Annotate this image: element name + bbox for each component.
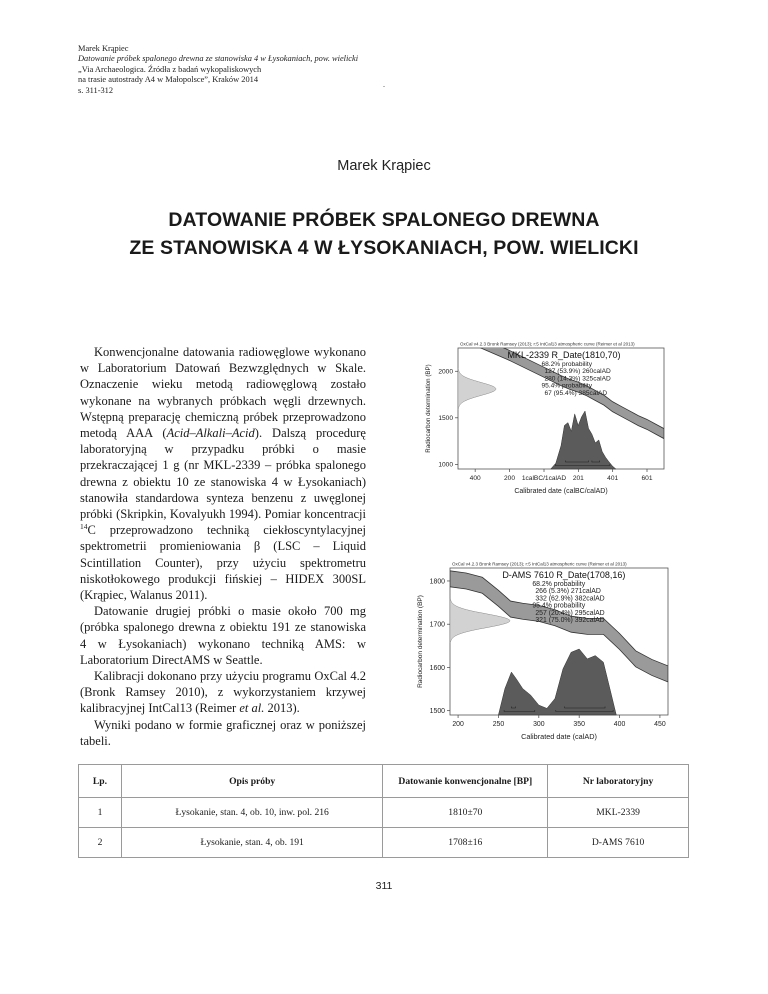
sample-label: MKL-2339 R_Date(1810,70) [507,350,621,360]
paragraph-1-part-c: C przeprowadzono techniką ciekłoscyntylacyjnej spektrometrii promieniowania β (LSC – Liquid Scintillation Counter), przy użyciu spektrometru niskotłokowego produkcji fińskiej – HIDEX 300SL (Krąpiec, Walanus 2011). [80,523,366,603]
cell-nr: MKL-2339 [548,798,689,828]
y-axis-label: Radiocarbon determination (BP) [417,595,424,688]
paragraph-1-part-a: Konwencjonalne datowania radiowęglowe wykonano w Laboratorium Datowań Bezwzględnych w Skale. Oznaczenie wieku metodą radiowęglową zostało wykonane na wybranych próbkach węgli drzewnych. Wstępną preparację chemiczną próbek przeprowadzono metodą AAA ( [80,345,366,441]
x-tick-label: 400 [613,721,626,728]
header-author: Marek Krąpiec [78,44,129,53]
paragraph-1-part-b: ). Dalszą procedurę laboratoryjną w przypadku próbki o masie przekraczającej 1 g (nr MKL-2339 – próbka spalonego drewna z obiektu 10 ze stanowiska 4 w Łysokaniach) stanowiła standardowa synteza benzenu z uwęglonej próbki (Skripkin, Kovalyukh 1994). Pomiar koncentracji [80,426,366,522]
header-series-2: na trasie autostrady A4 w Małopolsce”, Kraków 2014 [78,75,259,85]
paragraph-3-italic: et al. [239,701,265,716]
range-95-text: 321 (75.0%) 392calAD [535,617,605,624]
x-tick-label: 300 [533,721,545,728]
paragraph-2: Datowanie drugiej próbki o masie około 700 mg (próbka spalonego drewna z obiektu 191 ze stanowiska 4 w Łysokaniach) wykonano techniką AMS: w Laboratorium DirectAMS w Seattle. [80,604,366,667]
header-series: „Via Archaeologica. Źródła z badań wykopaliskowych [78,64,262,74]
paragraph-3-part-b: 2013). [264,701,300,716]
cell-lp: 1 [79,798,122,828]
paragraph-1-superscript: 14 [80,522,88,532]
probability-68-label: 68.2% probability [532,581,586,588]
header-pages: s. 311-312 [78,85,114,95]
table-header-row [79,765,689,798]
running-header [78,44,358,96]
table-row [79,828,689,858]
x-tick-label: 250 [492,721,505,728]
article-title [0,206,768,262]
chart-caption: OxCal v4.2.3 Bronk Ramsey (2013); r:5 IntCal13 atmospheric curve (Reimer et al 2013) [460,341,635,347]
x-axis-label: Calibrated date (calAD) [521,732,597,741]
author-name: Marek Krąpiec [337,158,431,174]
paragraph-3 [80,668,366,717]
paragraph-1 [80,344,366,603]
y-tick-label: 1000 [438,461,453,469]
table-row [79,798,689,828]
cell-opis: Łysokanie, stan. 4, ob. 191 [121,828,382,858]
x-tick-label: 201 [572,475,584,482]
calibration-chart-mkl-2339 [408,334,678,514]
header-dot: . [383,80,385,89]
x-tick-label: 200 [503,475,516,482]
results-table [78,764,689,858]
range-68-text: 266 (5.3%) 271calAD [535,588,601,596]
range-95-text: 257 (20.4%) 295calAD [535,609,605,617]
y-tick-label: 1700 [429,621,445,629]
chart-caption: OxCal v4.2.3 Bronk Ramsey (2013); r:5 IntCal13 atmospheric curve (Reimer et al 2013) [452,561,627,567]
header-lp: Lp. [79,765,122,798]
x-tick-label: 601 [641,475,653,482]
header-datowanie: Datowanie konwencjonalne [BP] [383,765,548,798]
probability-95-label: 95.4% probability [541,382,593,390]
x-tick-label: 401 [607,475,619,482]
y-tick-label: 1500 [438,415,453,423]
y-tick-label: 1500 [429,708,445,716]
range-68-text: 332 (62.9%) 382calAD [535,595,605,603]
sample-label: D-AMS 7610 R_Date(1708,16) [502,570,626,580]
header-nr: Nr laboratoryjny [548,765,689,798]
x-tick-label: 400 [469,475,481,482]
range-95-text: 67 (95.4%) 385calAD [544,389,608,397]
cell-nr: D-AMS 7610 [548,828,689,858]
y-axis-label: Radiocarbon determination (BP) [425,364,432,453]
probability-68-label: 68.2% probability [541,361,593,368]
paragraph-3-part-a: Kalibracji dokonano przy użyciu programu OxCal 4.2 (Bronk Ramsey 2010), z wykorzystaniem krzywej kalibracyjnej IntCal13 (Reimer [80,669,366,716]
range-68-text: 280 (14.3%) 325calAD [544,375,611,383]
probability-95-label: 95.4% probability [532,602,586,610]
y-tick-label: 2000 [438,368,453,376]
paragraph-1-italic: Acid–Alkali–Acid [166,426,255,441]
x-tick-label: 200 [452,721,464,728]
calibration-chart-svg [408,334,678,509]
cell-datowanie: 1810±70 [383,798,548,828]
range-68-text: 127 (53.9%) 260calAD [544,368,611,376]
y-tick-label: 1600 [429,664,445,672]
header-article-title: Datowanie próbek spalonego drewna ze stanowiska 4 w Łysokaniach, pow. wielicki [78,54,359,64]
calibration-chart-d-ams-7610 [392,548,684,756]
page-number: 311 [375,880,393,892]
y-tick-label: 1800 [429,578,445,586]
title-line-1: DATOWANIE PRÓBEK SPALONEGO DREWNA [168,209,600,231]
x-tick-label: 450 [654,721,666,728]
x-tick-label: 1calBC/1calAD [521,475,567,482]
calibration-chart-svg [392,548,684,751]
header-opis: Opis próby [121,765,382,798]
paragraph-4: Wyniki podano w formie graficznej oraz w poniższej tabeli. [80,717,366,748]
title-line-2: ZE STANOWISKA 4 W ŁYSOKANIACH, POW. WIELICKI [129,237,639,259]
cell-datowanie: 1708±16 [383,828,548,858]
body-text [80,344,366,749]
x-tick-label: 350 [573,721,585,728]
cell-lp: 2 [79,828,122,858]
cell-opis: Łysokanie, stan. 4, ob. 10, inw. pol. 216 [121,798,382,828]
x-axis-label: Calibrated date (calBC/calAD) [514,488,608,495]
